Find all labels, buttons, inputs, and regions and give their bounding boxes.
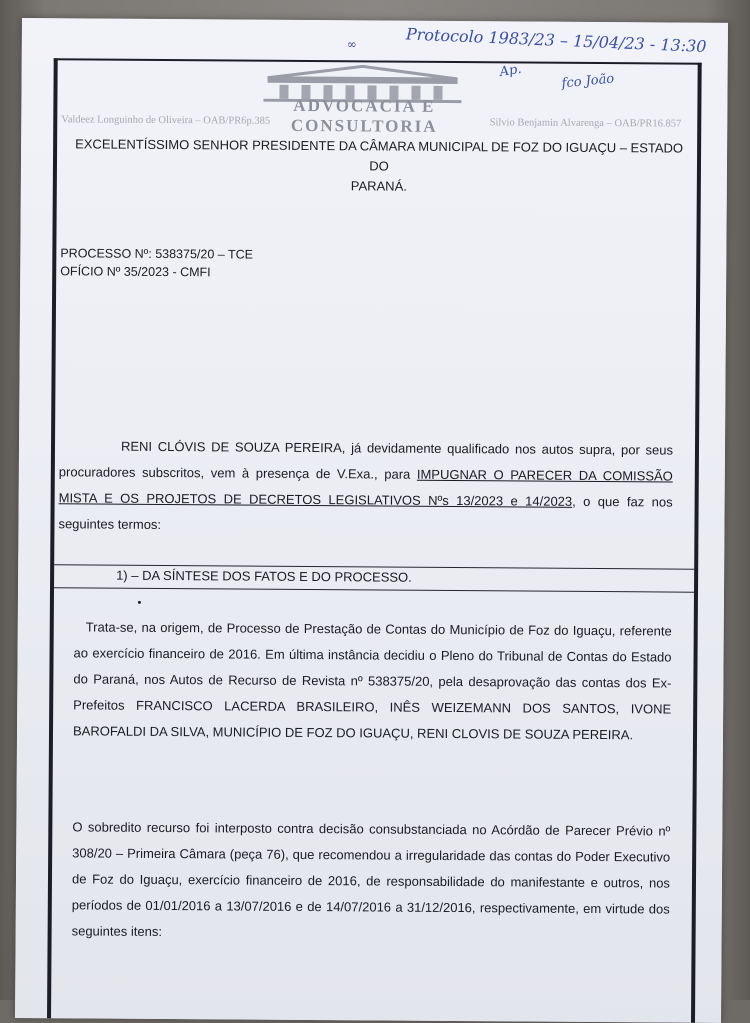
handwritten-mark: ∞ xyxy=(346,37,357,52)
intro-text-after: , o que faz nos seguintes termos: xyxy=(58,493,673,532)
facts-paragraph-1-text: Trata-se, na origem, de Processo de Prestação de Contas do Município de Foz do Iguaçu, referente ao exercício financeiro de 2016. Em última instância decidiu o Pleno do Tribunal de Contas do Estado do Paraná, nos Autos de Recurso de Revista nº 538375/20, pela desaprovação das contas dos Ex-Prefeitos FRANCISCO LACERDA BRASILEIRO, INÊS WEIZEMANN DOS SANTOS, IVONE BAROFALDI DA SILVA, MUNICÍPIO DE FOZ DO IGUAÇU, RENI CLOVIS DE SOUZA PEREIRA. xyxy=(72,619,672,743)
intro-paragraph xyxy=(58,433,673,541)
stray-dot xyxy=(138,601,141,604)
document-page xyxy=(15,18,728,1023)
section-title: 1) – DA SÍNTESE DOS FATOS E DO PROCESSO. xyxy=(116,567,412,585)
facts-paragraph-1 xyxy=(73,614,672,748)
facts-paragraph-2 xyxy=(72,814,671,948)
firm-name: ADVOCACIA E CONSULTORIA xyxy=(290,95,438,136)
petitioner-name: RENI CLÓVIS DE SOUZA PEREIRA xyxy=(120,438,342,456)
facts-paragraph-2-text: O sobredito recurso foi interposto contra decisão consubstanciada no Acórdão de Parecer Prévio nº 308/20 – Primeira Câmara (peça 76), que recomendou a irregularidade das contas do Poder Executivo de Foz do Iguaçu, exercício financeiro de 2016, de responsabilidade do manifestante e outros, nos períodos de 01/01/2016 a 13/07/2016 e de 14/07/2016 a 31/12/2016, respectivamente, em virtude dos seguintes itens: xyxy=(71,819,671,939)
addressee-line-2: PARANÁ. xyxy=(350,178,407,194)
handwritten-protocol-note: Protocolo 1983/23 – 15/04/23 - 13:30 xyxy=(405,24,707,57)
lawyer-left: Valdeez Longuinho de Oliveira – OAB/PR6p.385 xyxy=(61,114,271,127)
oficio-number: OFÍCIO Nº 35/2023 - CMFI xyxy=(60,264,211,280)
handwritten-initials: Ap. xyxy=(498,61,523,81)
processo-number: PROCESSO Nº: 538375/20 – TCE xyxy=(60,246,254,262)
handwritten-signature: fco João xyxy=(560,71,615,92)
lawyer-right: Silvio Benjamin Alvarenga – OAB/PR16.857 xyxy=(489,117,682,130)
addressee-line-1: EXCELENTÍSSIMO SENHOR PRESIDENTE DA CÂMARA MUNICIPAL DE FOZ DO IGUAÇU – ESTADO DO xyxy=(75,136,684,174)
intro-underlined-request: IMPUGNAR O PARECER DA COMISSÃO MISTA E OS PROJETOS DE DECRETOS LEGISLATIVOS Nºs 13/2023 e 14/2023 xyxy=(58,466,673,509)
addressee xyxy=(69,134,689,198)
process-references xyxy=(60,244,253,281)
intro-text-before: , já devidamente qualificado nos autos supra, por seus procuradores subscritos, vem à presença de V.Exa., para xyxy=(58,440,674,482)
